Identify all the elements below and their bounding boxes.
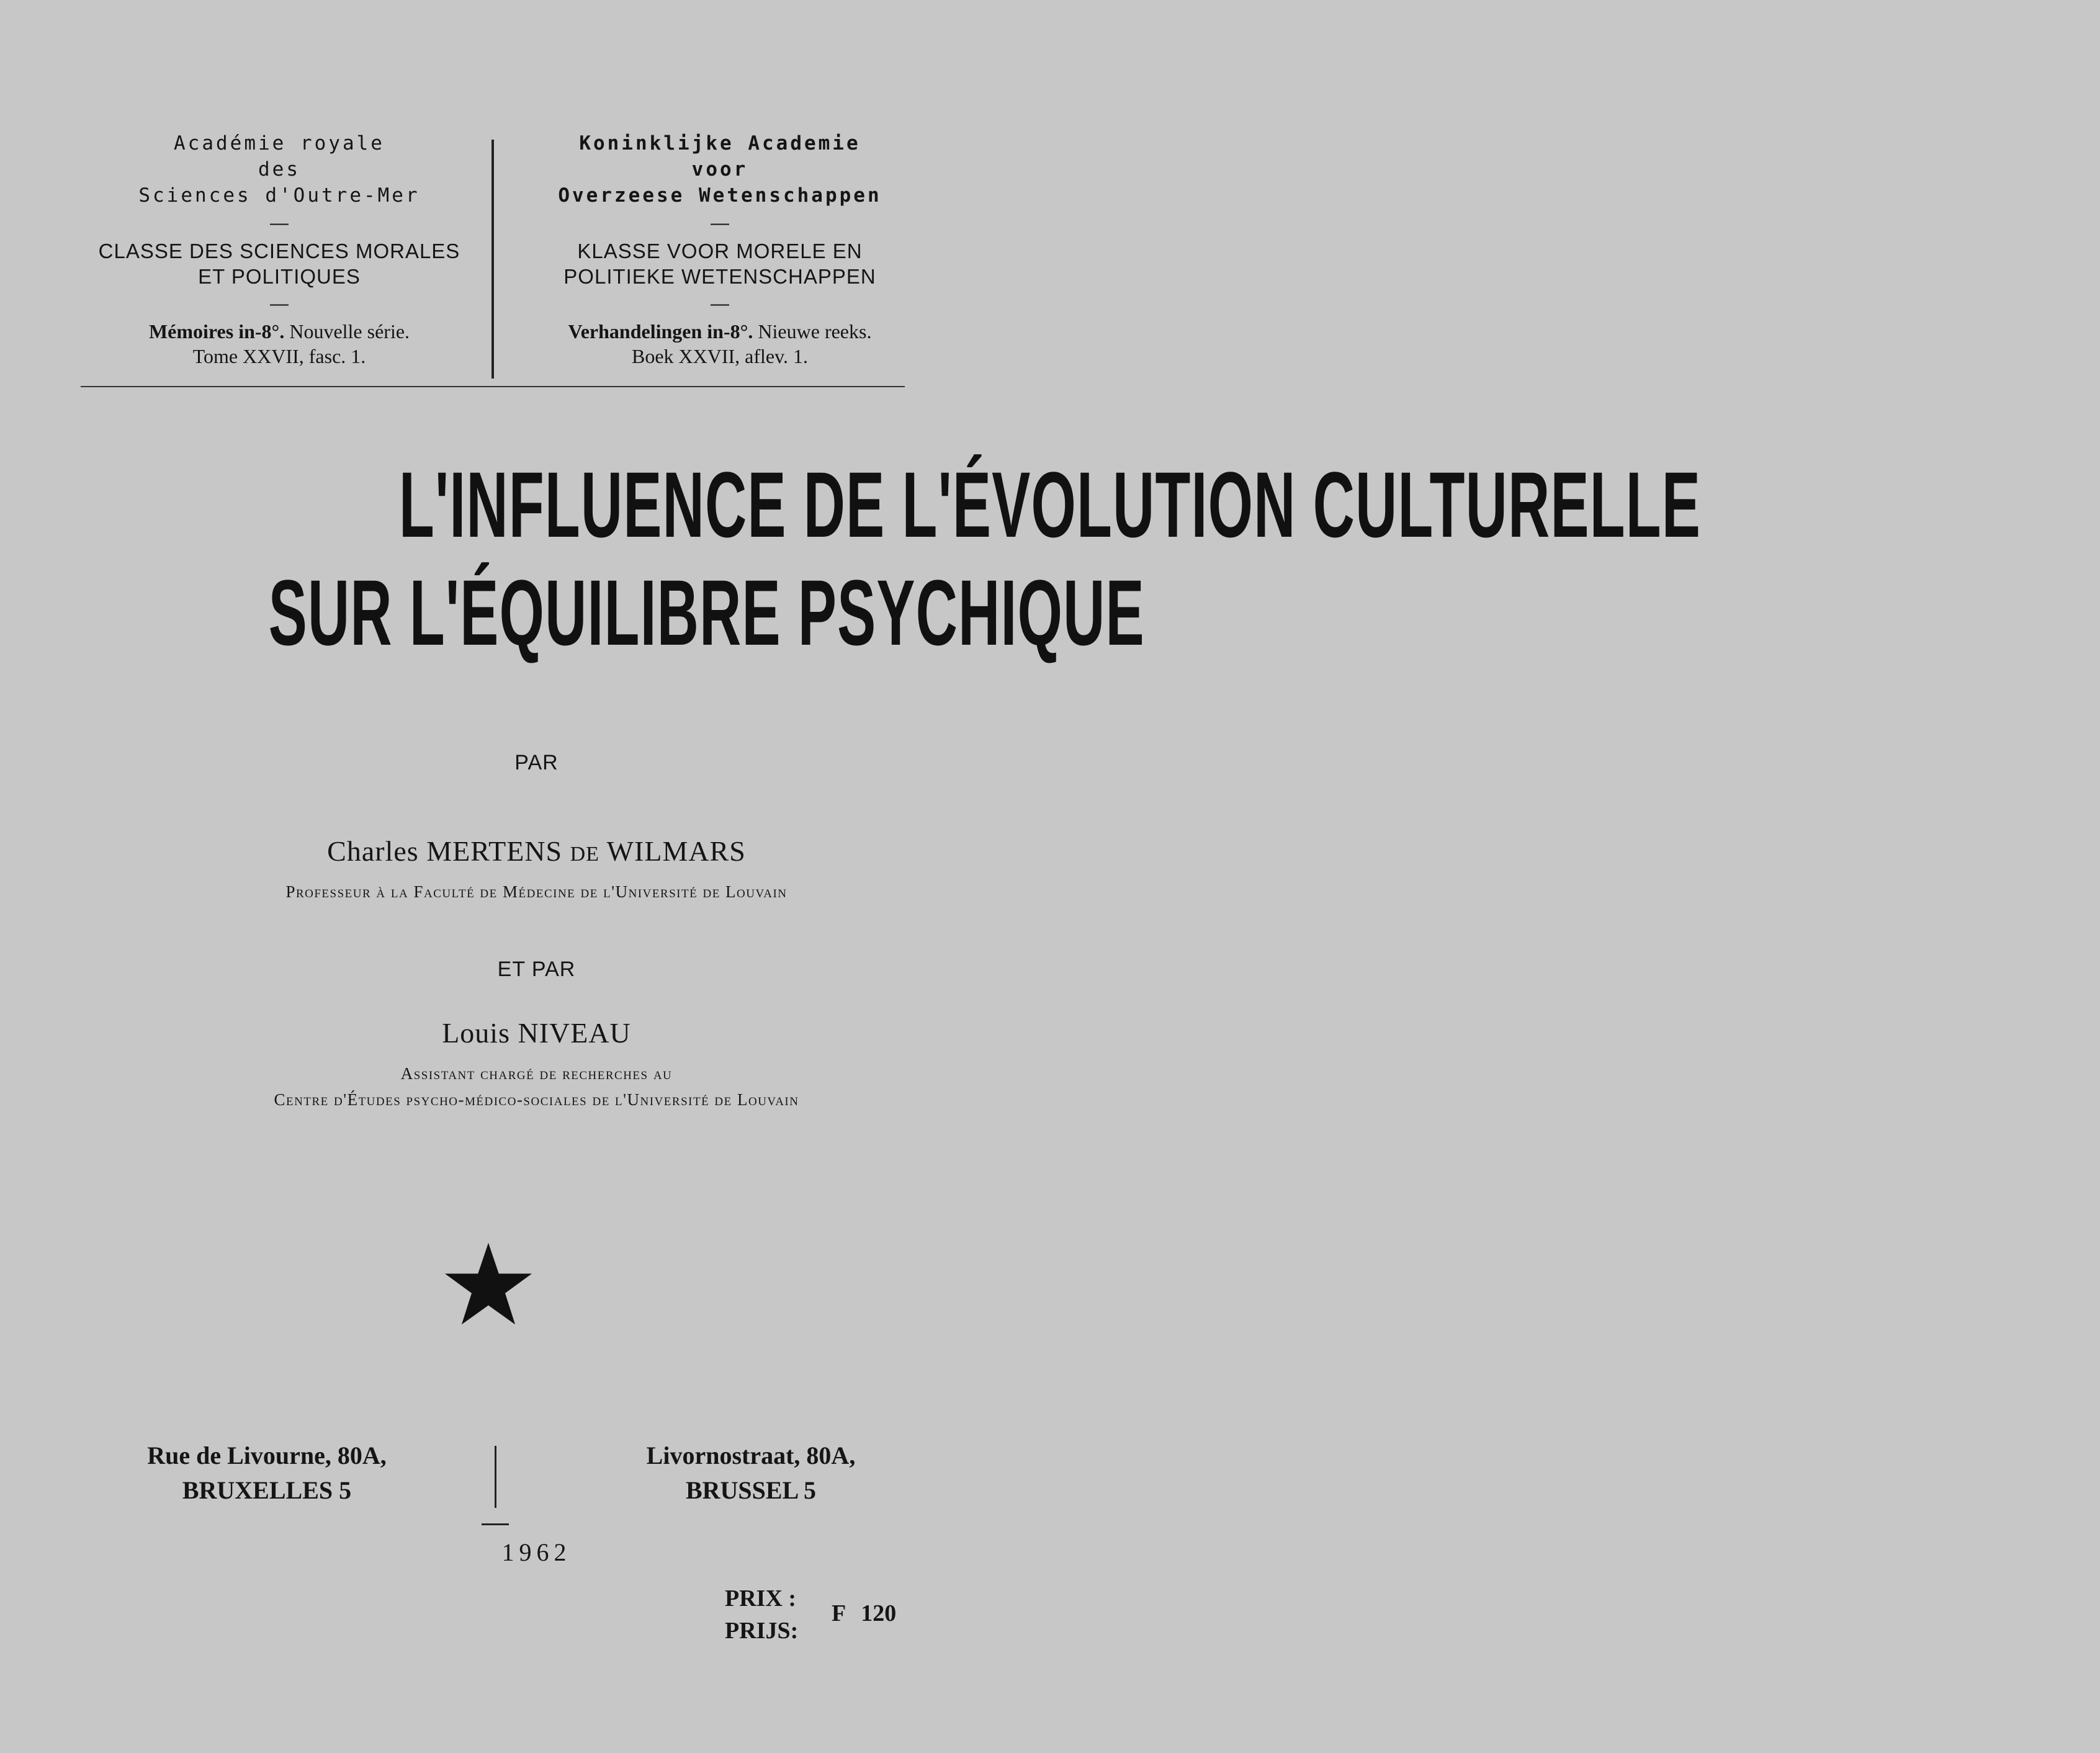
series-fr-2: Tome XXVII, fasc. 1. [192, 345, 366, 367]
price-value [832, 1600, 896, 1627]
header-rule [81, 386, 905, 387]
academy-name-nl-1: Koninklijke Academie [579, 132, 861, 155]
series-type-fr: Mémoires in-8°. [148, 320, 285, 343]
footer-divider [495, 1446, 496, 1508]
header-dutch [515, 130, 925, 369]
author-1 [0, 835, 1073, 868]
author-1-first: Charles MERTENS [327, 835, 570, 867]
class-name-nl-2: POLITIEKE WETENSCHAPPEN [563, 265, 876, 288]
address-nl-street: Livornostraat, 80A, [646, 1441, 856, 1469]
title-line-1 [0, 452, 1702, 557]
academy-name-fr-1: Académie royale [174, 132, 385, 155]
par-label-2: ET PAR [497, 957, 576, 981]
class-name-fr-2: ET POLITIQUES [198, 265, 361, 288]
separator-dash: — [711, 213, 729, 233]
price-currency: F [832, 1600, 846, 1626]
footer-dash [482, 1523, 509, 1525]
academy-name-fr-3: Sciences d'Outre-Mer [138, 184, 420, 207]
series-fr-1 [68, 319, 490, 344]
par-label-1: PAR [514, 751, 559, 774]
price-amount: 120 [861, 1600, 897, 1626]
title-text-2: SUR L'ÉQUILIBRE PSYCHIQUE [268, 560, 1145, 665]
price-label-nl: PRIJS: [725, 1618, 799, 1644]
price-label-fr: PRIX : [725, 1585, 797, 1612]
address-fr-city: BRUXELLES 5 [182, 1476, 352, 1504]
address-fr [105, 1438, 428, 1508]
publication-year: 1962 [501, 1538, 572, 1566]
author-2-affiliation-2: Centre d'Études psycho-médico-sociales de l'Université de Louvain [274, 1090, 799, 1109]
address-nl [590, 1438, 912, 1508]
star-icon [443, 1241, 534, 1332]
address-nl-city: BRUSSEL 5 [685, 1476, 817, 1504]
header-divider [491, 140, 494, 379]
header-french [68, 130, 490, 369]
title-line-2 [0, 560, 1145, 665]
series-nl-1 [515, 319, 925, 344]
author-1-last: WILMARS [599, 835, 746, 867]
title-text-1: L'INFLUENCE DE L'ÉVOLUTION CULTURELLE [398, 452, 1702, 557]
author-2-affiliation-1: Assistant chargé de recherches au [400, 1064, 673, 1083]
series-nl-2: Boek XXVII, aflev. 1. [631, 345, 809, 367]
series-new-nl: Nieuwe reeks. [753, 320, 872, 343]
academy-name-fr-2: des [258, 158, 300, 181]
price-labels [725, 1582, 798, 1647]
author-2: Louis NIVEAU [442, 1017, 631, 1049]
class-name-fr-1: CLASSE DES SCIENCES MORALES [98, 240, 460, 262]
separator-dash: — [270, 213, 289, 233]
series-type-nl: Verhandelingen in-8°. [568, 320, 753, 343]
address-fr-street: Rue de Livourne, 80A, [147, 1441, 387, 1469]
academy-name-nl-3: Overzeese Wetenschappen [558, 184, 882, 207]
separator-dash: — [270, 294, 289, 314]
class-name-nl-1: KLASSE VOOR MORELE EN [577, 240, 863, 262]
separator-dash: — [711, 294, 729, 314]
academy-name-nl-2: voor [691, 158, 748, 181]
author-1-particle: DE [570, 843, 599, 866]
author-1-affiliation: Professeur à la Faculté de Médecine de l'Université de Louvain [285, 882, 787, 901]
series-new-fr: Nouvelle série. [284, 320, 410, 343]
